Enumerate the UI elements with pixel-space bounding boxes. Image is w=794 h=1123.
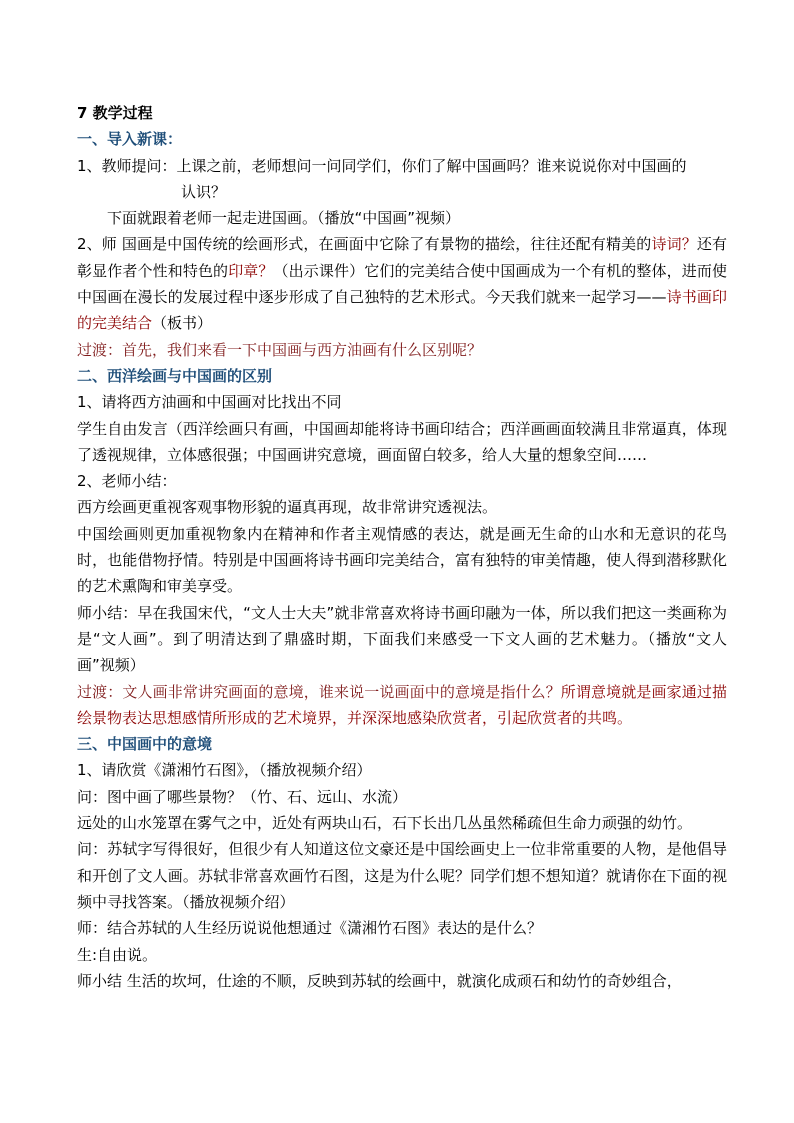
teacher-ask: 师：结合苏轼的人生经历说说他想通过《潇湘竹石图》表达的是什么？ [77,919,543,938]
text-span: （出示课件）它们的完美结合使中国画成为一个有机的整体，进而使中国画在漫长的发展过程中逐步形成了自己独特的艺术形式。今天我们就来一起学习—— [77,261,727,307]
student-answers: 学生自由发言（西洋绘画只有画，中国画却能将诗书画印结合；西洋画画面较满且非常逼真，体现了透视规律，立体感很强；中国画讲究意境，画面留白较多，给人大量的想象空间…… [77,419,727,464]
chinese-summary: 中国绘画则更加重视物象内在精神和作者主观情感的表达，就是画无生命的山水和无意识的花鸟时，也能借物抒情。特别是中国画将诗书画印完美结合，富有独特的审美情趣，使人得到潜移默化的艺术熏陶和审美享受。 [77,524,727,596]
teacher-summary-label: 2、老师小结： [77,472,177,491]
paragraph-guohua [77,231,727,336]
teacher-question-line1: 1、教师提问：上课之前，老师想问一问同学们，你们了解中国画吗？谁来说说你对中国画的 [77,156,687,175]
highlight-topic: 诗书画印的完美结合 [77,288,727,333]
heading-difference: 二、西洋绘画与中国画的区别 [77,366,273,385]
question-scenery: 问：图中画了哪些景物？（竹、石、远山、水流） [77,787,408,806]
text-span: 过渡：文人画非常讲究画面的意境，谁来说一说画面中的意境是指什么？ [77,682,561,701]
text-span: 2、师 国画是中国传统的绘画形式，在画面中它除了有景物的描绘，往往还配有精美的 [77,235,652,254]
document-body [77,100,727,994]
heading-intro: 一、导入新课： [77,130,183,149]
transition-1: 过渡：首先，我们来看一下中国画与西方油画有什么区别呢？ [77,340,483,359]
question-sushi: 问：苏轼字写得很好，但很少有人知道这位文豪还是中国绘画史上一位非常重要的人物，是他倡导和开创了文人画。苏轼非常喜欢画竹石图，这是为什么呢？同学们想不想知道？就请你在下面的视频中寻找答案。（播放视频介绍） [77,840,727,911]
intro-video-line: 下面就跟着老师一起走进国画。（播放“中国画”视频） [107,209,461,228]
western-summary: 西方绘画更重视客观事物形貌的逼真再现，故非常讲究透视法。 [77,498,498,517]
scenery-description: 远处的山水笼罩在雾气之中，近处有两块山石，石下长出几丛虽然稀疏但生命力顽强的幼竹。 [77,814,693,833]
text-span: 还有彰显作者个性和特色的 [77,235,727,280]
teacher-summary-wenren: 师小结：早在我国宋代，“文人士大夫”就非常喜欢将诗书画印融为一体，所以我们把这一类画称为是“文人画”。到了明清达到了鼎盛时期，下面我们来感受一下文人画的艺术魅力。（播放“文人画”视频） [77,603,727,675]
compare-prompt: 1、请将西方油画和中国画对比找出不同 [77,393,342,412]
highlight-poem: 诗词？ [651,235,697,254]
student-answer: 生:自由说。 [77,945,158,964]
teacher-question-line2: 认识？ [181,182,227,201]
highlight-seal: 印章？ [228,261,274,280]
appreciate-prompt: 1、请欣赏《潇湘竹石图》，（播放视频介绍） [77,761,372,780]
section-title: 7 教学过程 [77,104,153,122]
text-span: （板书） [152,314,213,333]
heading-yijing: 三、中国画中的意境 [77,735,213,754]
yijing-definition: 所谓意境就是画家通过描绘景物表达思想感情所形成的艺术境界，并深深地感染欣赏者，引起欣赏者的共鸣。 [77,682,727,727]
teacher-summary-final: 师小结 生活的坎坷，仕途的不顺，反映到苏轼的绘画中，就演化成顽石和幼竹的奇妙组合， [77,971,682,990]
transition-2 [77,679,727,732]
